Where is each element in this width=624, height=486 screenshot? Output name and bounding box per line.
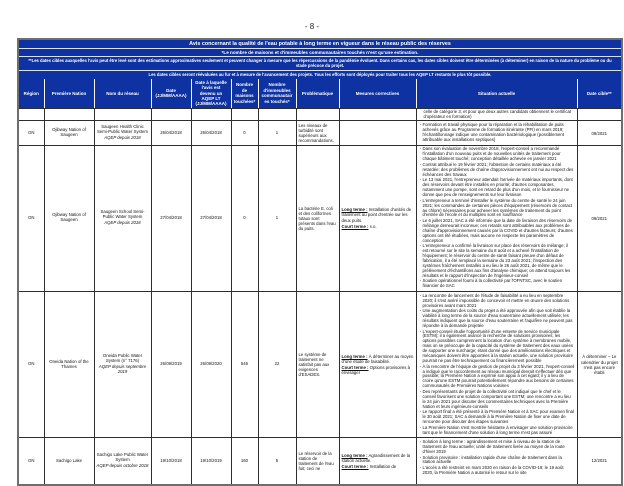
bullet-text: Solution provisoire : installation rapide d'une chaîne de traitement dans la station actuelle — [422, 454, 562, 465]
bullet-text: Des représentants de projet de la collectivité ont indiqué que le chef et le conseil favorisent une solution comportant une ESTM; une rencontre a eu lieu le 24 juin 2021 pour discuter des commentaires techniques avec la Première Nation et leurs ingénieurs-conseils — [422, 388, 571, 409]
measure-item: Court terme : s.o. — [341, 224, 377, 230]
bullet-dash: - — [419, 439, 422, 445]
situation-bullet — [419, 309, 575, 329]
col-header-date: Date (JJ/MM/AAAA) — [151, 78, 191, 108]
houses-cell: 160 — [231, 438, 258, 485]
bullet-dash: - — [419, 328, 422, 334]
network-aqep: AQEP depuis octobre 2018 — [96, 462, 149, 468]
table-note-3: Les dates cibles seront réévaluées au fur et à mesure de l'avancement des projets. Tous les efforts sont déployés pour traiter tous les AQEP LT restants le plus tôt possible. — [148, 71, 492, 77]
table-row — [18, 438, 622, 485]
target-date-cell: 09/2021 — [577, 121, 622, 145]
bullet-dash: - — [419, 424, 422, 430]
target-date-cell: 09/2021 — [577, 145, 622, 291]
bullet-text: Dans son évaluation de novembre 2018, l'expert-conseil a recommandé l'installation d'un nouveau puits et de nouvelles unités de traitement pour chaque bâtiment touché; conception détaillée achevée en janvier 2021 — [422, 146, 561, 162]
situation-carryover-text: celle de catégorie 3, et pour que deux autres candidats obtiennent le certificat d'opérateur en formation) — [423, 108, 572, 119]
empty-cell — [44, 108, 94, 121]
measure-label: Court terme : — [341, 464, 369, 470]
target-date-cell: À déterminer – Le calendrier du projet n'est pas encore établi — [577, 291, 622, 437]
bullet-text: Le rapport final a été présenté à la Première Nation et à SAC pour examen final le 30 août 2021; SAC a demandé à la Première Nation de fixer une date de rencontre pour discuter des étapes suivantes — [422, 409, 574, 424]
network-aqep: AQEP depuis 2018 — [104, 135, 141, 141]
measure-label: Court terme : — [341, 224, 369, 230]
bullet-text: Le 13 mai 2021, l'entrepreneur attendait l'arrivée de matériaux importants, dont des réservoirs devant être installés en priorité; d'autres composantes, notamment une pompe, sont en retard de plus d'un mois, et le fournisseur ne donne que peu de renseignements sur leur livraison — [422, 177, 573, 198]
bullet-dash: - — [419, 363, 422, 369]
bullet-dash: - — [419, 243, 422, 249]
first-nation-cell: Ojibway Nation of Saugeen — [44, 145, 94, 291]
situation-bullet — [419, 466, 575, 476]
measures-cell — [339, 291, 416, 437]
empty-cell — [296, 108, 339, 121]
bullet-dash: - — [419, 218, 422, 224]
first-nation-cell: Sachigo Lake — [44, 438, 94, 485]
situation-bullet — [419, 147, 575, 162]
network-name: Sachigo Lake Public Water System — [96, 452, 149, 463]
bullet-dash: - — [419, 161, 422, 167]
problem-cell: La bactérie E. coli et des coliformes totaux sont présents dans l'eau du puits. — [296, 145, 339, 291]
problem-cell: Le système de traitement ne satisfait pas aux exigences d'ESADES. — [296, 291, 339, 437]
situation-cell — [416, 438, 577, 485]
bullet-dash: - — [419, 177, 422, 183]
bullet-text: Le 6 juillet 2021, SAC a été informée que la date de livraison des réservoirs de mélange demeurait inconnue; ces retards sont attribuables aux problèmes de chaîne d'approvisionnement causés par la COVID et d'autres facteurs; d'autres options ont été étudiées, mais aucune ne respecte les paramètres de conception — [422, 218, 573, 243]
network-aqep: AQEP depuis septembre 2019 — [98, 364, 147, 375]
bullet-dash: - — [419, 465, 422, 471]
situation-bullet — [419, 123, 575, 143]
situation-bullet — [419, 390, 575, 410]
measure-item: Long terme : Agrandissement de la station actuelle. — [341, 452, 411, 463]
table-row — [18, 121, 622, 145]
table-title: Avis concernant la qualité de l'eau potable à long terme en vigueur dans le réseau public des réserves — [19, 40, 621, 49]
region-cell: ON — [18, 121, 44, 145]
bullet-dash: - — [419, 292, 422, 298]
col-header-first-nation: Première Nation — [44, 78, 94, 108]
network-cell — [94, 121, 151, 145]
table-header-row — [18, 78, 622, 108]
measure-label: Long terme : — [341, 452, 368, 458]
network-name: Saugeen Health Clinic Semi-Public Water System — [97, 124, 148, 135]
situation-bullet — [419, 244, 575, 278]
bullet-dash: - — [419, 146, 422, 152]
network-cell — [94, 291, 151, 437]
problem-cell: Les niveaux de turbidité sont supérieurs aux recommandations. — [296, 121, 339, 145]
date-cell: 27/04/2018 — [151, 145, 191, 291]
date-lt-cell: 19/10/2019 — [191, 438, 231, 485]
houses-cell: 0 — [231, 145, 258, 291]
table-note-1: *Le nombre de maisons et d'immeubles communautaires touchés n'est qu'une estimation. — [19, 49, 621, 57]
date-lt-cell: 26/09/2020 — [191, 291, 231, 437]
measure-label: Long terme : — [341, 207, 368, 213]
col-header-buildings: Nombre d'immeubles communautaires touchés* — [258, 78, 296, 108]
table-row — [18, 291, 622, 437]
table-note-2: **Les dates cibles auxquelles l'avis peut être levé sont des estimations approximatives seulement et peuvent changer à mesure que les répercussions de la pandémie évoluent. Dans certains cas, les dates cibles doivent être déterminées (à déterminer) en raison de la nature du problème ou du stade précoce du projet. — [19, 57, 621, 71]
bullet-text: Soutien opérationnel fourni à la collectivité par l'OFNTSC, avec le soutien financier de SAC — [422, 278, 563, 289]
situation-bullet — [419, 330, 575, 364]
buildings-cell: 5 — [258, 438, 296, 485]
measure-item: Court terme : Installation de — [341, 464, 397, 470]
situation-bullet — [419, 178, 575, 198]
col-header-network: Nom du réseau — [94, 78, 151, 108]
bullet-text: L'accès a été restreint en mars 2020 en raison de la COVID-19; le 19 août 2020, la Première Nation a autorisé le retour sur le site — [422, 465, 564, 475]
bullet-text: La Première Nation s'est montrée hésitante à envisager une solution provisoire tant que le financement d'une solution à long terme n'est pas assuré — [422, 424, 573, 435]
col-header-problem: Problématique — [296, 78, 339, 108]
table-title-band — [18, 39, 622, 78]
bullet-text: L'entrepreneur a terminé d'installer le système du centre de santé le 24 juin 2021; les commandes de certaines pièces d'équipement (réservoirs de contact au chlore) nécessaires pour achever les systèmes de traitement du point d'entrée de l'école et du multiplex sont en souffrance — [422, 197, 573, 218]
measure-item: Long terme : À déterminer au moyen d'une étude de faisabilité. — [341, 353, 414, 364]
bullet-dash: - — [419, 278, 422, 284]
col-header-region: Région — [18, 78, 44, 108]
empty-cell — [18, 108, 44, 121]
table-row-carryover — [18, 108, 622, 121]
col-header-measures: Mesures correctives — [339, 78, 416, 108]
empty-cell — [231, 108, 258, 121]
situation-bullet — [419, 365, 575, 389]
bullet-text: Contrat attribué le 19 février 2021; l'obtention de certains matériaux a été retardée; des problèmes de chaîne d'approvisionnement ont nui au respect des échéances des travaux — [422, 161, 574, 177]
col-header-target: Date cible** — [577, 78, 622, 108]
empty-cell — [94, 108, 151, 121]
date-cell: 26/09/2019 — [151, 291, 191, 437]
empty-cell — [577, 108, 622, 121]
situation-bullet — [419, 294, 575, 309]
measure-item: Long terme : Installation d'unités de traitement au point d'entrée sur les deux puits. — [341, 207, 412, 223]
network-cell — [94, 438, 151, 485]
region-cell: ON — [18, 291, 44, 437]
measure-item: Court terme : Options provisoires à envisager — [341, 365, 411, 376]
region-cell: ON — [18, 145, 44, 291]
page-number: - 8 - — [304, 22, 320, 31]
region-cell: ON — [18, 438, 44, 485]
houses-cell: 0 — [231, 121, 258, 145]
col-header-date-lt: Date à laquelle l'avis est devenu un AQEP LT (JJ/MM/AAAA) — [191, 78, 231, 108]
buildings-cell: 22 — [258, 291, 296, 437]
measure-label: Court terme : — [341, 365, 369, 371]
bullet-text: L'entrepreneur a confirmé la livraison sur place des réservoirs de mélange; il est retourné sur le site la semaine du 8 août et a achevé l'installation de l'équipement; le réservoir du centre de santé faisant preuve d'un défaut de fabrication, il a été remplacé la semaine du 23 août 2021; l'inspection des systèmes fraîchement installés a eu lieu le 26 août 2021, de même que le prélèvement d'échantillons aux fins d'analyse chimique; on attend toujours les résultats et le rapport d'inspection de l'ingénieur-conseil — [422, 243, 571, 278]
situation-cell — [416, 108, 577, 121]
situation-cell — [416, 145, 577, 291]
empty-cell — [339, 108, 416, 121]
buildings-cell: 1 — [258, 145, 296, 291]
empty-cell — [258, 108, 296, 121]
bullet-text: La rencontre de lancement de l'étude de faisabilité a eu lieu en septembre 2020; il s'est avéré impossible de concevoir et mettre en œuvre des solutions provisoires avant mars 2021 — [422, 292, 570, 308]
situation-bullet — [419, 440, 575, 455]
empty-cell — [191, 108, 231, 121]
situation-bullet — [419, 219, 575, 243]
situation-bullet — [419, 456, 575, 466]
first-nation-cell: Oneida Nation of the Thames — [44, 291, 94, 437]
target-date-cell: 12/2021 — [577, 438, 622, 485]
buildings-cell: 1 — [258, 121, 296, 145]
bullet-dash: - — [419, 122, 422, 128]
date-lt-cell: 26/04/2018 — [191, 121, 231, 145]
col-header-situation: Situation actuelle — [416, 78, 577, 108]
bullet-dash: - — [419, 197, 422, 203]
col-header-houses: Nombre de maisons touchées* — [231, 78, 258, 108]
measures-cell — [339, 121, 416, 145]
situation-bullet — [419, 163, 575, 178]
network-name: Oneida Public Water System (n° 7176) — [102, 353, 143, 364]
empty-cell — [151, 108, 191, 121]
situation-cell — [416, 121, 577, 145]
bullet-text: Une augmentation des coûts du projet a été approuvée afin que soit établie la viabilité à long terme de la source d'eau souterraine actuellement utilisée; les résultats indiquent que la source d'eau souterraine et l'aquifère ne peuvent pas répondre à la demande projetée — [422, 308, 573, 328]
network-name: Saugeen School Semi-Public Water System — [100, 209, 145, 220]
situation-bullet — [419, 426, 575, 436]
first-nation-cell: Ojibway Nation of Saugeen — [44, 121, 94, 145]
date-lt-cell: 27/04/2018 — [191, 145, 231, 291]
measure-label: Long terme : — [341, 353, 368, 359]
date-cell: 26/04/2018 — [151, 121, 191, 145]
bullet-text: Solution à long terme : agrandissement et mise à niveau de la station de traitement de l'eau actuelle; unité de traitement livrée au moyen de la route d'hiver 2019 — [422, 439, 565, 454]
bullet-text: À la rencontre de l'équipe de gestion de projet du 3 février 2021, l'expert-conseil a indiqué que le raccordement au réseau municipal devrait s'effectuer dès que possible; la Première Nation a exprimé son appui à cet égard; il y a lieu de croire qu'une ESTM pourrait potentiellement répondre aux besoins de certaines communautés de Premières Nations voisines — [422, 363, 575, 389]
measures-cell — [339, 145, 416, 291]
network-aqep: AQEP depuis 2018 — [104, 220, 141, 226]
situation-bullet — [419, 410, 575, 425]
water-advisories-table — [17, 38, 623, 486]
houses-cell: 546 — [231, 291, 258, 437]
problem-cell: Le réservoir de la station de traitement de l'eau fuit; ceci ne — [296, 438, 339, 485]
bullet-dash: - — [419, 308, 422, 314]
bullet-text: Formation et travail physique pour la réparation et la réhabilitation de puits achevés grâce au Programme de formation itinérante (PFI) en mars 2019; l'échantillonnage indique une contamination bactériologique (possiblement attribuable aux installations septiques) — [422, 122, 565, 142]
table-row — [18, 145, 622, 291]
situation-bullet — [419, 199, 575, 219]
title-band-cell — [18, 39, 622, 78]
situation-bullet — [419, 279, 575, 289]
bullet-text: L'expert-conseil étudie l'opportunité d'une entente de service municipale (ESTM); il a également avancé la recherche de solutions provisoires; les options possibles comprennent la location d'un système à membranes mobile, mais on se préoccupe de la capacité du système de traitement des eaux usées de supporter une surcharge; étant donné que des améliorations électriques et mécaniques doivent être apportées à la station actuelle, une solution provisoire pourrait ne pas être techniquement ou financièrement possible — [422, 328, 573, 363]
bullet-dash: - — [419, 454, 422, 460]
network-cell — [94, 145, 151, 291]
situation-cell — [416, 291, 577, 437]
bullet-dash: - — [419, 409, 422, 415]
bullet-dash: - — [419, 388, 422, 394]
measures-cell — [339, 438, 416, 485]
date-cell: 19/10/2018 — [151, 438, 191, 485]
